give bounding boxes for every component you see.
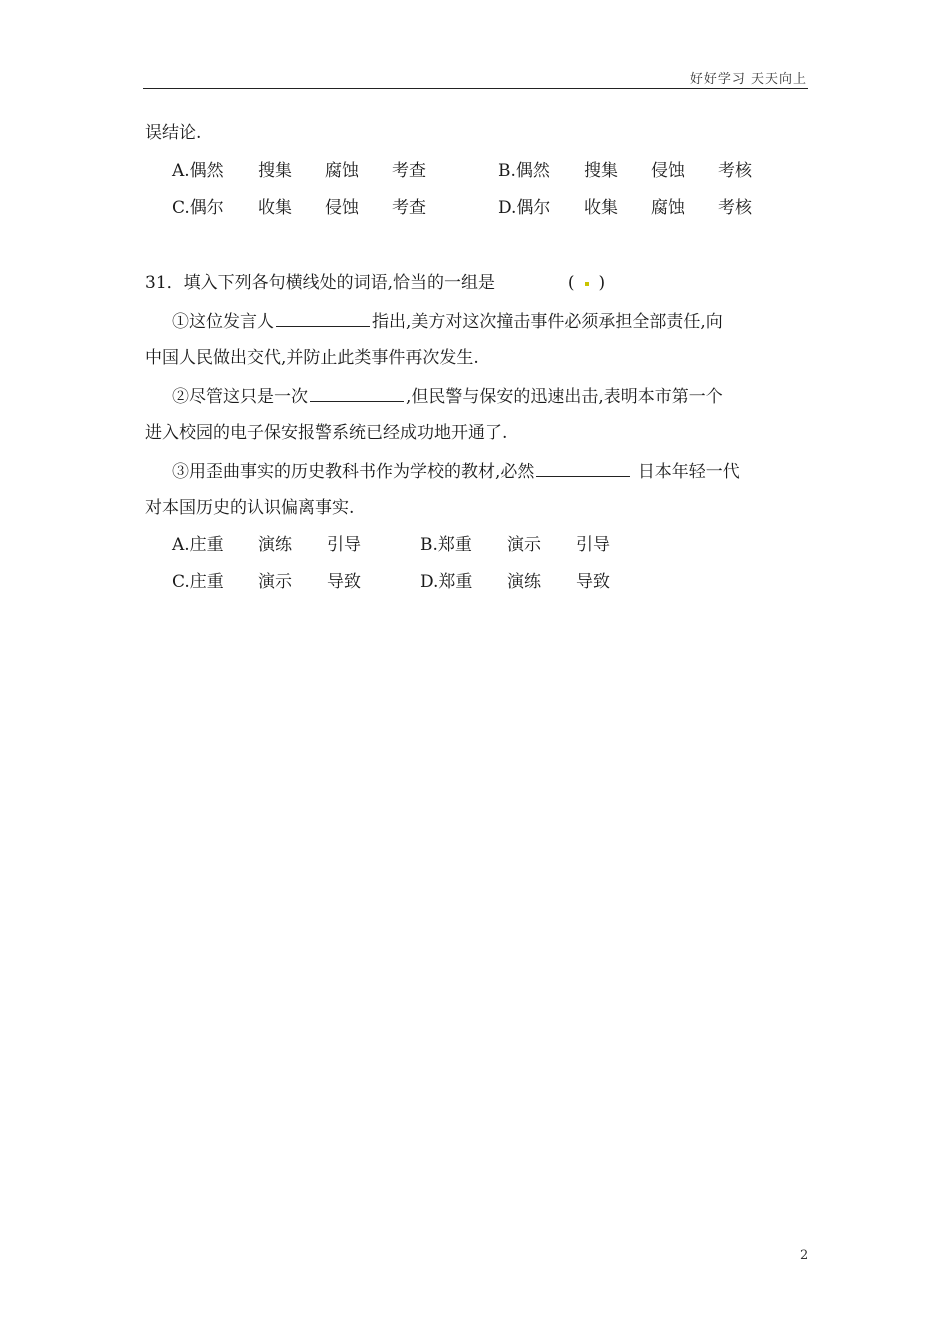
answer-paren-open: (	[567, 273, 575, 293]
option-a-word-3: 腐蚀	[325, 161, 359, 181]
option-b-label: B.偶然	[498, 161, 550, 181]
sentence-3-part-a: ③用歪曲事实的历史教科书作为学校的教材,必然	[172, 462, 535, 482]
option-c-word-2: 收集	[258, 198, 292, 218]
sentence-2-line-1	[172, 385, 723, 408]
q31-options-row-1	[172, 534, 632, 556]
question-31-stem	[145, 272, 605, 294]
q31-option-c-label: C.庄重	[172, 572, 224, 592]
q31-option-a-word-3: 引导	[327, 535, 361, 555]
sentence-1-line-1	[172, 310, 723, 333]
option-c-word-4: 考查	[392, 198, 426, 218]
q31-option-d-word-3: 导致	[576, 572, 610, 592]
option-b-word-2: 搜集	[584, 161, 618, 181]
option-a-word-2: 搜集	[258, 161, 292, 181]
sentence-2-line-2: 进入校园的电子保安报警系统已经成功地开通了.	[145, 423, 508, 443]
header-divider	[143, 88, 808, 89]
option-a-label: A.偶然	[172, 161, 224, 181]
sentence-3-line-1	[172, 460, 740, 483]
option-c-word-3: 侵蚀	[325, 198, 359, 218]
page-number: 2	[800, 1248, 809, 1263]
prev-options-row-2	[172, 197, 792, 219]
q31-options-row-2	[172, 571, 632, 593]
q31-option-c-word-2: 演示	[258, 572, 292, 592]
option-d-word-2: 收集	[584, 198, 618, 218]
q31-option-d-label: D.郑重	[420, 572, 473, 592]
sentence-3-part-b: 日本年轻一代	[637, 462, 740, 482]
page-header: 好好学习 天天向上	[689, 72, 807, 87]
q31-option-b-label: B.郑重	[420, 535, 472, 555]
blank-2	[310, 385, 404, 402]
q31-option-b-word-2: 演示	[507, 535, 541, 555]
option-b-word-4: 考核	[718, 161, 752, 181]
q31-option-d-word-2: 演练	[507, 572, 541, 592]
option-d-word-3: 腐蚀	[651, 198, 685, 218]
sentence-3-line-2: 对本国历史的认识偏离事实.	[145, 498, 355, 518]
question-31-text: 31．填入下列各句横线处的词语,恰当的一组是	[145, 273, 496, 293]
q31-option-a-label: A.庄重	[172, 535, 224, 555]
answer-paren-close: )	[598, 273, 606, 293]
sentence-1-part-b: 指出,美方对这次撞击事件必须承担全部责任,向	[372, 312, 723, 332]
q31-option-b-word-3: 引导	[576, 535, 610, 555]
q31-option-c-word-3: 导致	[327, 572, 361, 592]
option-c-label: C.偶尔	[172, 198, 224, 218]
sentence-2-part-a: ②尽管这只是一次	[172, 387, 308, 407]
blank-3	[536, 460, 630, 477]
prev-options-row-1	[172, 160, 792, 182]
option-d-label: D.偶尔	[498, 198, 551, 218]
blank-1	[276, 310, 370, 327]
option-b-word-3: 侵蚀	[651, 161, 685, 181]
option-d-word-4: 考核	[718, 198, 752, 218]
q31-option-a-word-2: 演练	[258, 535, 292, 555]
sentence-2-part-b: ,但民警与保安的迅速出击,表明本市第一个	[406, 387, 723, 407]
answer-mark	[585, 282, 589, 286]
sentence-1-part-a: ①这位发言人	[172, 312, 274, 332]
option-a-word-4: 考查	[392, 161, 426, 181]
sentence-1-line-2: 中国人民做出交代,并防止此类事件再次发生.	[145, 348, 479, 368]
prev-question-tail: 误结论.	[145, 123, 202, 143]
